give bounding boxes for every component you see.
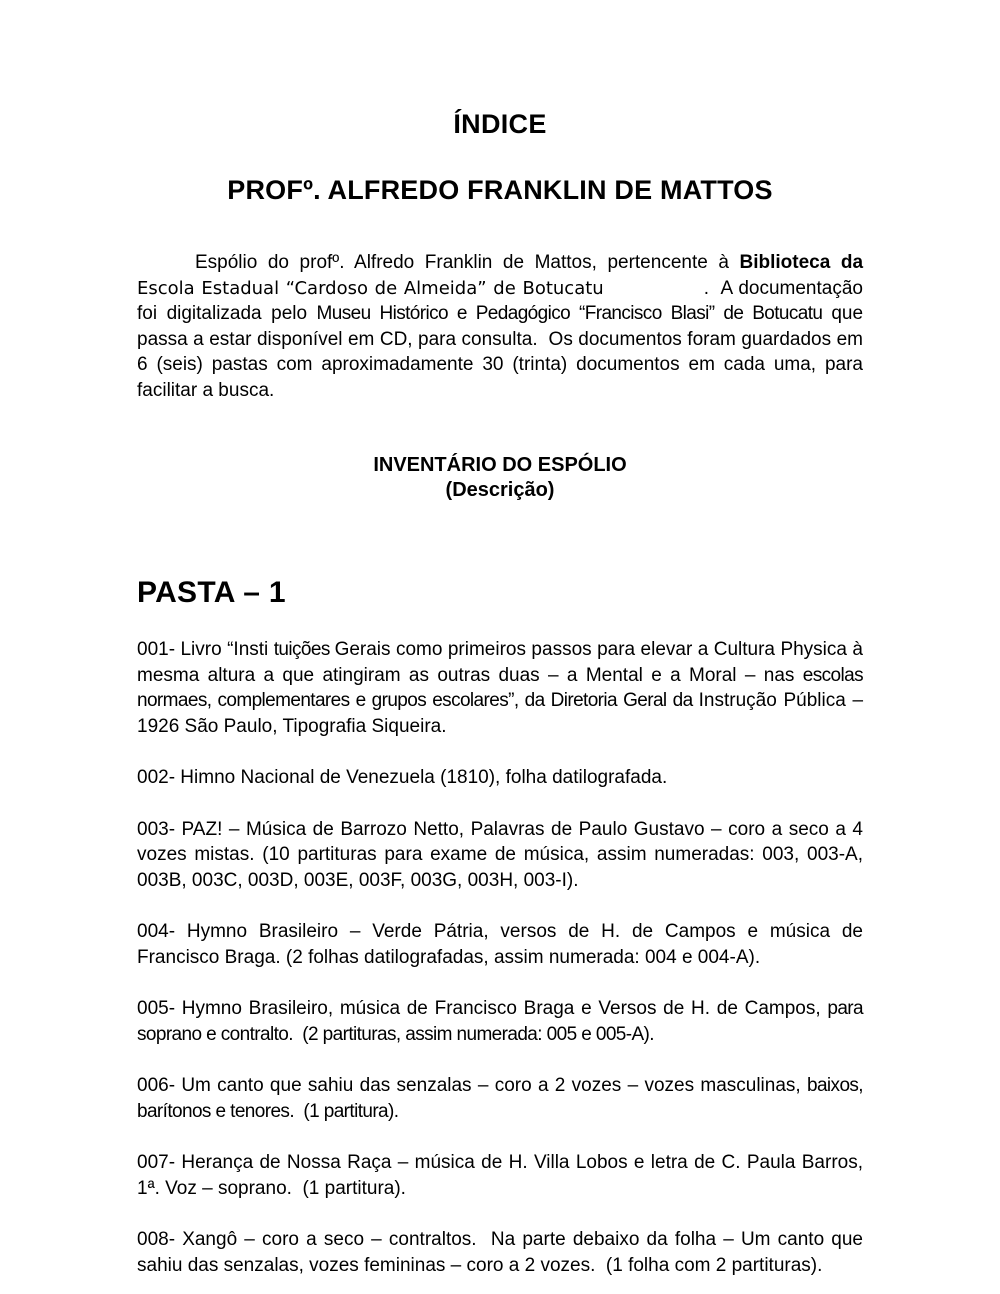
text-segment: para soprano e contralto. (2 partituras, assim numerada: 005 e 005-A).	[137, 998, 863, 1045]
text-segment: 003- PAZ! – Música de Barrozo Netto, Palavras de Paulo Gustavo – coro a seco a 4 vozes mistas. (10 partituras para exame de música, assim numeradas: 003, 003-A, 003B, 003C, 003D, 003E, 003F, 003G, 003H, 003-I).	[137, 818, 863, 891]
text-segment: Instrução Pública – 1926 São Paulo, Tipografia Siqueira.	[137, 690, 864, 737]
text-segment: Escola Estadual “Cardoso de Almeida” de Botucatu	[137, 277, 604, 299]
text-segment: 006- Um canto que sahiu das senzalas – coro a 2 vozes – vozes masculinas,	[137, 1075, 807, 1096]
inventory-item	[137, 996, 863, 1047]
text-segment: Gerais como primeiros passos para elevar a Cultura Physica à mesma altura a que atingiram as outras duas – a Mental e a Moral – nas	[137, 639, 863, 686]
text-segment: 008- Xangô – coro a seco – contraltos. Na parte debaixo da folha – Um canto que sahiu das senzalas, vozes femininas – coro a 2 vozes. (1 folha com 2 partituras).	[137, 1229, 863, 1276]
inventory-heading: INVENTÁRIO DO ESPÓLIO	[373, 454, 627, 476]
inventory-list	[137, 637, 863, 1278]
folder-heading: PASTA – 1	[137, 576, 286, 609]
text-segment: 002- Himno Nacional de Venezuela (1810), folha datilografada.	[137, 767, 668, 788]
text-segment: baixos, barítonos e tenores. (1 partitura).	[137, 1075, 863, 1122]
text-segment: que passa a estar disponível em CD, para consulta. Os documentos foram guardados em 6 (seis) pastas com aproximadamente 30 (trinta) documentos em cada uma, para facilitar a busca.	[137, 303, 864, 401]
inventory-item	[137, 919, 863, 970]
text-segment: 004- Hymno Brasileiro – Verde Pátria, versos de H. de Campos e música de Francisco Braga. (2 folhas datilografadas, assim numerada: 004 e 004-A).	[137, 921, 863, 968]
intro-paragraph	[137, 250, 863, 403]
text-segment: 007- Herança de Nossa Raça – música de H. Villa Lobos e letra de C. Paula Barros, 1ª. Voz – soprano. (1 partitura).	[137, 1152, 863, 1199]
text-segment: 001- Livro “Insti	[137, 639, 274, 660]
inventory-heading-block	[137, 453, 863, 503]
text-segment: 005- Hymno Brasileiro, música de Francisco Braga e Versos de H. de Campos,	[137, 998, 828, 1019]
inventory-item	[137, 765, 863, 791]
inventory-item	[137, 1150, 863, 1201]
text-segment: Biblioteca da	[739, 252, 864, 273]
inventory-item	[137, 1227, 863, 1278]
text-segment	[604, 278, 704, 299]
text-segment: Espólio do profº. Alfredo Franklin de Mattos, pertencente à	[195, 252, 740, 273]
text-segment: . A documentação foi digitalizada pelo	[137, 277, 863, 324]
inventory-item	[137, 1073, 863, 1124]
text-segment: tuições	[273, 639, 335, 660]
text-segment: escolas normaes, complementares e grupos escolares”, da Diretoria Geral da	[137, 664, 863, 711]
text-segment: Museu Histórico e Pedagógico “Francisco Blasi” de Botucatu	[316, 303, 832, 324]
inventory-item	[137, 637, 863, 739]
document-subtitle: PROFº. ALFREDO FRANKLIN DE MATTOS	[227, 175, 773, 205]
inventory-subheading: (Descrição)	[445, 479, 555, 501]
document-title: ÍNDICE	[453, 109, 547, 139]
inventory-item	[137, 817, 863, 894]
